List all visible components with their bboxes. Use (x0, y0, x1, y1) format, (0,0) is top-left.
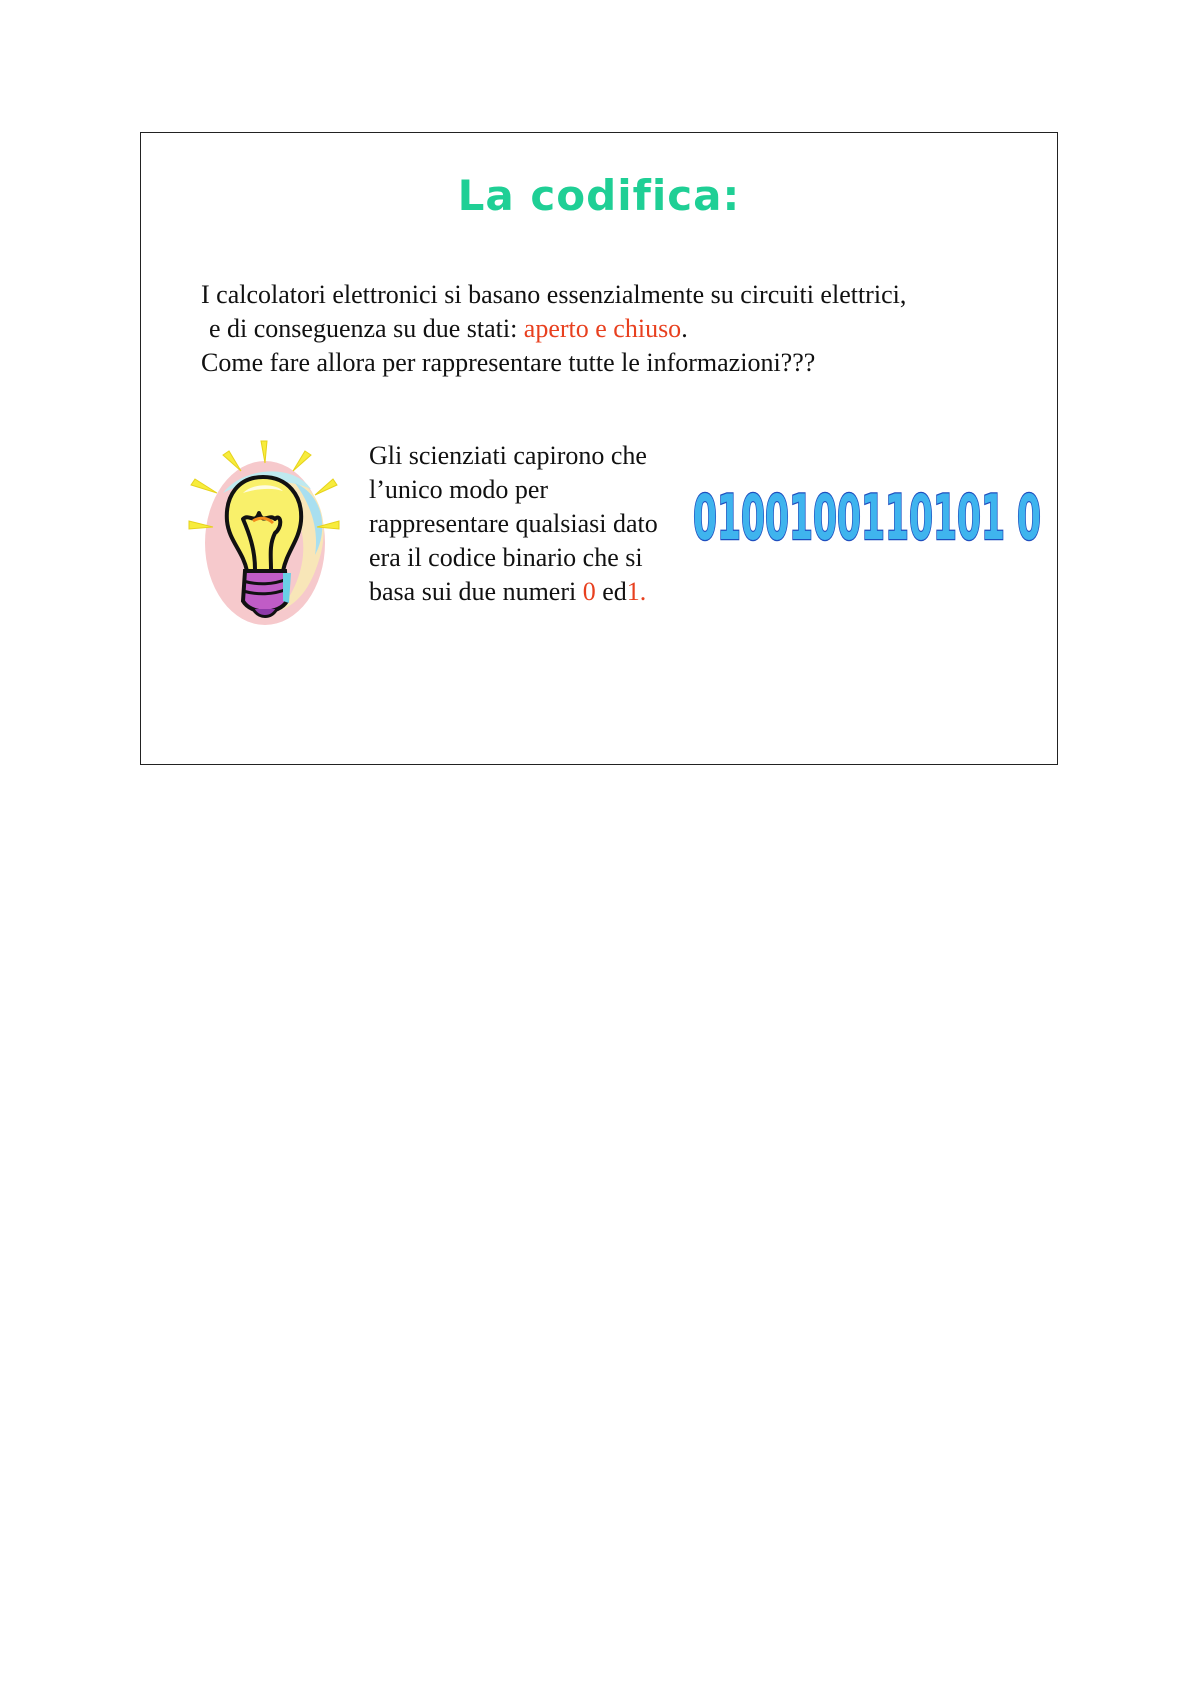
explanation-line-5-prefix: basa sui due numeri (369, 577, 583, 606)
intro-line-2-suffix: . (681, 314, 688, 343)
intro-paragraph (201, 278, 1021, 380)
digit-zero: 0 (582, 577, 596, 606)
explanation-line-3: rappresentare qualsiasi dato (369, 509, 658, 538)
slide-frame (140, 132, 1058, 765)
explanation-line-4: era il codice binario che si (369, 543, 643, 572)
intro-line-2-prefix: e di conseguenza su due stati: (209, 314, 524, 343)
explanation-line-5 (369, 575, 689, 609)
digit-one: 1. (626, 577, 647, 606)
explanation-paragraph (369, 439, 689, 609)
lightbulb-icon (183, 433, 343, 633)
intro-highlight: aperto e chiuso (523, 314, 682, 343)
intro-line-1: I calcolatori elettronici si basano essenzialmente su circuiti elettrici, (201, 280, 907, 309)
intro-line-3: Come fare allora per rappresentare tutte le informazioni??? (201, 348, 816, 377)
explanation-line-2: l’unico modo per (369, 475, 549, 504)
intro-line-2 (201, 312, 1021, 346)
slide-title: La codifica: (457, 171, 741, 220)
explanation-line-5-mid: ed (595, 577, 627, 606)
binary-code-art (689, 485, 1045, 551)
binary-code-text: 0100100110101 0 (693, 485, 1041, 551)
explanation-line-1: Gli scienziati capirono che (369, 441, 647, 470)
